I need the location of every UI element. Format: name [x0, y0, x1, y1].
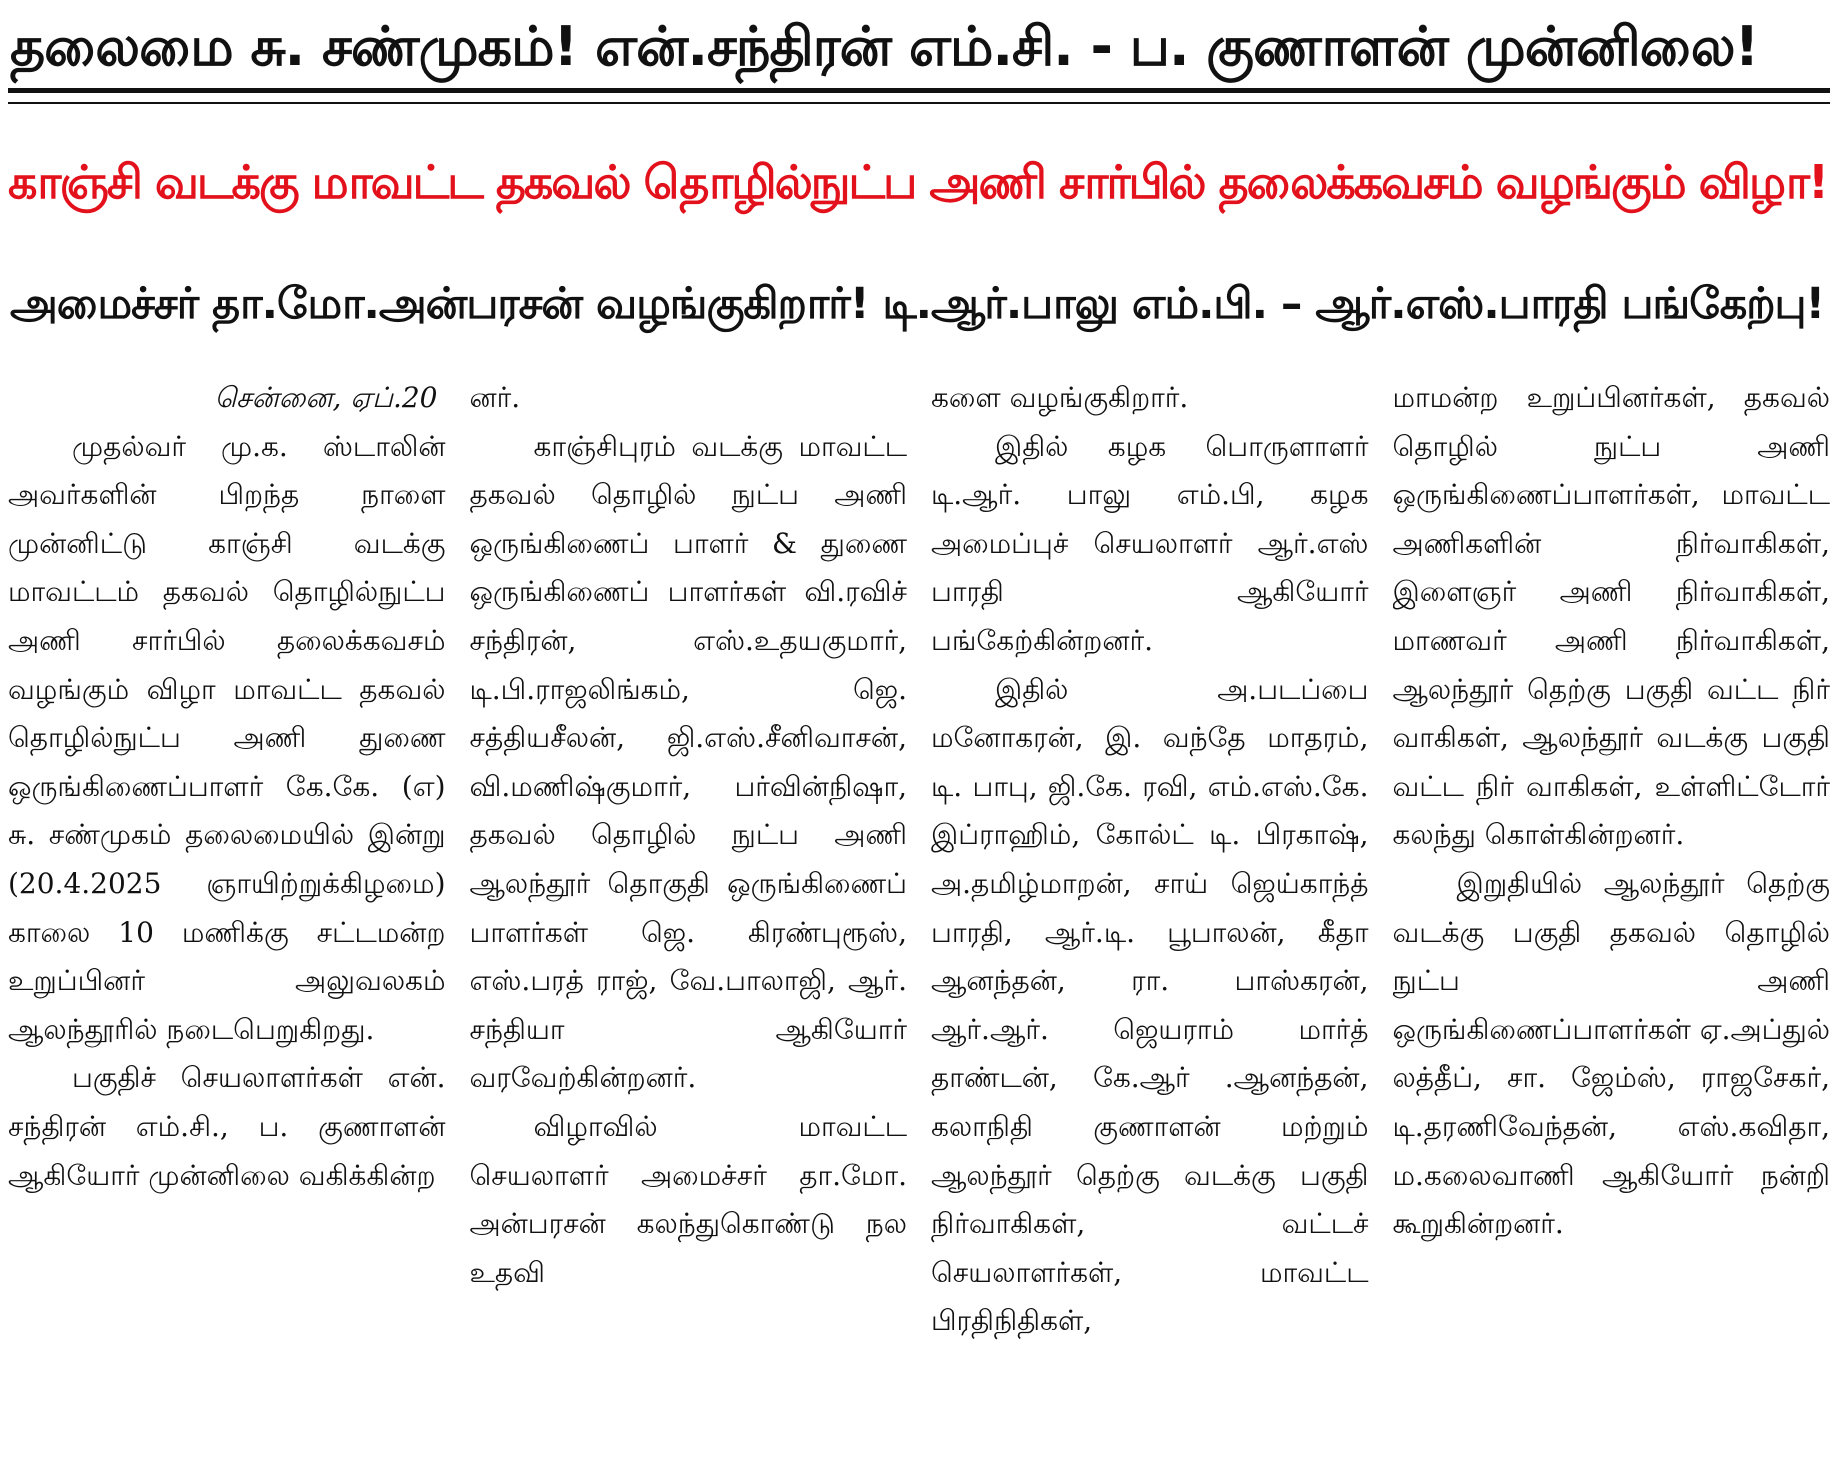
paragraph: களை வழங்குகிறார்.: [931, 381, 1189, 414]
article-column-3: [931, 374, 1369, 1466]
paragraph: காஞ்சிபுரம் வடக்கு மாவட்ட தகவல் தொழில் நுட்ப அணி ஒருங்கிணைப் பாளர் & துணை ஒருங்கிணைப் பாளர்கள் வி.ரவிச் சந்திரன், எஸ்.உதயகுமார், டி.பி.ராஜலிங்கம், ஜெ. சத்தியசீலன், ஜி.எஸ்.சீனிவாசன், வி.மணிஷ்குமார், பர்வின்நிஷா, தகவல் தொழில் நுட்ப அணி ஆலந்தூர் தொகுதி ஒருங்கிணைப் பாளர்கள் ஜெ. கிரண்புரூஸ், எஸ்.பரத் ராஜ், வே.பாலாஜி, ஆர். சந்தியா ஆகியோர் வரவேற்கின்றனர்.: [469, 429, 907, 1095]
paragraph: பகுதிச் செயலாளர்கள் என். சந்திரன் எம்.சி., ப. குணாளன் ஆகியோர் முன்னிலை வகிக்கின்ற: [8, 1061, 446, 1192]
paragraph: இதில் கழக பொருளாளர் டி.ஆர். பாலு எம்.பி, கழக அமைப்புச் செயலாளர் ஆர்.எஸ் பாரதி ஆகியோர் பங்கேற்கின்றனர்.: [931, 429, 1369, 657]
article-column-1: [8, 374, 446, 1466]
dateline: சென்னை, ஏப்.20: [214, 381, 438, 414]
article-column-4: [1393, 374, 1831, 1466]
headline-top: தலைமை சு. சண்முகம்! என்.சந்திரன் எம்.சி. - ப. குணாளன் முன்னிலை!: [10, 15, 1759, 78]
paragraph: இதில் அ.படப்பை மனோகரன், இ. வந்தே மாதரம், டி. பாபு, ஜி.கே. ரவி, எம்.எஸ்.கே. இப்ராஹிம், கோல்ட் டி. பிரகாஷ், அ.தமிழ்மாறன், சாய் ஜெய்காந்த் பாரதி, ஆர்.டி. பூபாலன், கீதா ஆனந்தன், ரா. பாஸ்கரன், ஆர்.ஆர். ஜெயராம் மார்த் தாண்டன், கே.ஆர் .ஆனந்தன், கலாநிதி குணாளன் மற்றும் ஆலந்தூர் தெற்கு வடக்கு பகுதி நிர்வாகிகள், வட்டச் செயலாளர்கள், மாவட்ட பிரதிநிதிகள்,: [931, 672, 1369, 1338]
headline-rule-thick: [8, 88, 1830, 93]
paragraph: னர்.: [469, 381, 521, 414]
article-body: [8, 374, 1830, 1466]
article-column-2: [470, 374, 908, 1466]
headline-main: காஞ்சி வடக்கு மாவட்ட தகவல் தொழில்நுட்ப அணி சார்பில் தலைக்கவசம் வழங்கும் விழா!: [8, 155, 1828, 209]
headline-sub: அமைச்சர் தா.மோ.அன்பரசன் வழங்குகிறார்! டி.ஆர்.பாலு எம்.பி. – ஆர்.எஸ்.பாரதி பங்கேற்பு!: [10, 279, 1825, 329]
paragraph: முதல்வர் மு.க. ஸ்டாலின் அவர்களின் பிறந்த நாளை முன்னிட்டு காஞ்சி வடக்கு மாவட்டம் தகவல் தொழில்நுட்ப அணி சார்பில் தலைக்கவசம் வழங்கும் விழா மாவட்ட தகவல் தொழில்நுட்ப அணி துணை ஒருங்கிணைப்பாளர் கே.கே. (எ) சு. சண்முகம் தலைமையில் இன்று (20.4.2025 ஞாயிற்றுக்கிழமை) காலை 10 மணிக்கு சட்டமன்ற உறுப்பினர் அலுவலகம் ஆலந்தூரில் நடைபெறுகிறது.: [8, 429, 446, 1046]
paragraph: இறுதியில் ஆலந்தூர் தெற்கு வடக்கு பகுதி தகவல் தொழில் நுட்ப அணி ஒருங்கிணைப்பாளர்கள் ஏ.அப்துல் லத்தீப், சா. ஜேம்ஸ், ராஜசேகர், டி.தரணிவேந்தன், எஸ்.கவிதா, ம.கலைவாணி ஆகியோர் நன்றி கூறுகின்றனர்.: [1392, 866, 1830, 1241]
paragraph: விழாவில் மாவட்ட செயலாளர் அமைச்சர் தா.மோ. அன்பரசன் கலந்துகொண்டு நல உதவி: [469, 1109, 907, 1289]
paragraph: மாமன்ற உறுப்பினர்கள், தகவல் தொழில் நுட்ப அணி ஒருங்கிணைப்பாளர்கள், மாவட்ட அணிகளின் நிர்வாகிகள், இளைஞர் அணி நிர்வாகிகள், மாணவர் அணி நிர்வாகிகள், ஆலந்தூர் தெற்கு பகுதி வட்ட நிர் வாகிகள், ஆலந்தூர் வடக்கு பகுதி வட்ட நிர் வாகிகள், உள்ளிட்டோர் கலந்து கொள்கின்றனர்.: [1392, 381, 1830, 852]
headline-rule-thin: [8, 102, 1830, 104]
